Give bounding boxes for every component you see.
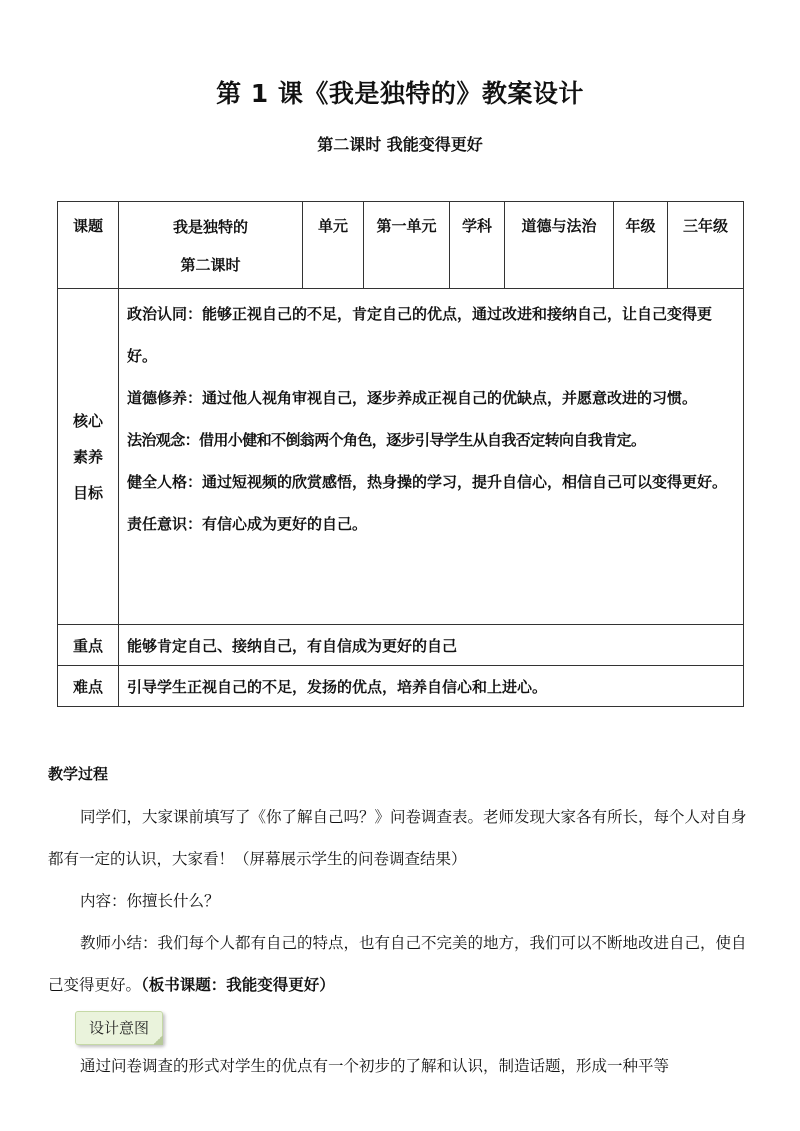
paragraph-text: 通过问卷调查的形式对学生的优点有一个初步的了解和认识，制造话题，形成一种平等 [80, 1057, 670, 1075]
goal-item: 健全人格：通过短视频的欣赏感悟，热身操的学习，提升自信心，相信自己可以变得更好。 [127, 473, 728, 491]
section-heading: 教学过程 [48, 765, 109, 783]
goal-item: 法治观念：借用小健和不倒翁两个角色，逐步引导学生从自我否定转向自我肯定。 [127, 431, 646, 449]
subject-value: 道德与法治 [505, 202, 614, 289]
paragraph-text: 教师小结：我们每个人都有自己的特点，也有自己不完美的地方，我们可以不断地改进自己，使自己变得更好。 [48, 934, 747, 994]
core-label-line-3: 目标 [72, 483, 103, 502]
topic-label: 课题 [58, 202, 119, 289]
difficulty-label: 难点 [58, 666, 119, 707]
process-paragraph-3 [48, 922, 754, 1006]
unit-label: 单元 [303, 202, 364, 289]
goal-item: 道德修养：通过他人视角审视自己，逐步养成正视自己的优缺点，并愿意改进的习惯。 [127, 389, 698, 407]
process-paragraph-1 [48, 796, 754, 880]
page-title: 第 1 课《我是独特的》教案设计 [216, 79, 584, 108]
goal-item: 政治认同：能够正视自己的不足，肯定自己的优点，通过改进和接纳自己，让自己变得更好。 [127, 305, 713, 365]
core-literacy-label [58, 289, 119, 625]
process-paragraph-2 [48, 880, 754, 922]
board-title-note: （板书课题：我能变得更好） [141, 976, 335, 994]
paragraph-text: 同学们，大家课前填写了《你了解自己吗？》问卷调查表。老师发现大家各有所长，每个人对自身都有一定的认识，大家看！（屏幕展示学生的问卷调查结果） [48, 808, 747, 868]
unit-value: 第一单元 [364, 202, 450, 289]
key-point-label: 重点 [58, 625, 119, 666]
difficulty-value: 引导学生正视自己的不足，发扬的优点，培养自信心和上进心。 [119, 666, 744, 707]
page-subtitle: 第二课时 我能变得更好 [317, 135, 483, 154]
subject-label: 学科 [450, 202, 505, 289]
topic-line-1: 我是独特的 [172, 218, 248, 236]
key-point-value: 能够肯定自己、接纳自己，有自信成为更好的自己 [119, 625, 744, 666]
lesson-info-table [57, 201, 744, 707]
process-paragraph-4 [48, 1045, 754, 1087]
core-label-line-2: 素养 [72, 447, 103, 466]
design-intent-tag: 设计意图 [75, 1011, 163, 1045]
topic-line-2: 第二课时 [180, 256, 241, 274]
paragraph-text: 内容：你擅长什么？ [80, 892, 220, 910]
core-literacy-goals [119, 289, 744, 625]
topic-value [119, 202, 303, 289]
goal-item: 责任意识：有信心成为更好的自己。 [127, 515, 368, 533]
core-label-line-1: 核心 [72, 411, 103, 430]
grade-value: 三年级 [668, 202, 744, 289]
grade-label: 年级 [614, 202, 668, 289]
